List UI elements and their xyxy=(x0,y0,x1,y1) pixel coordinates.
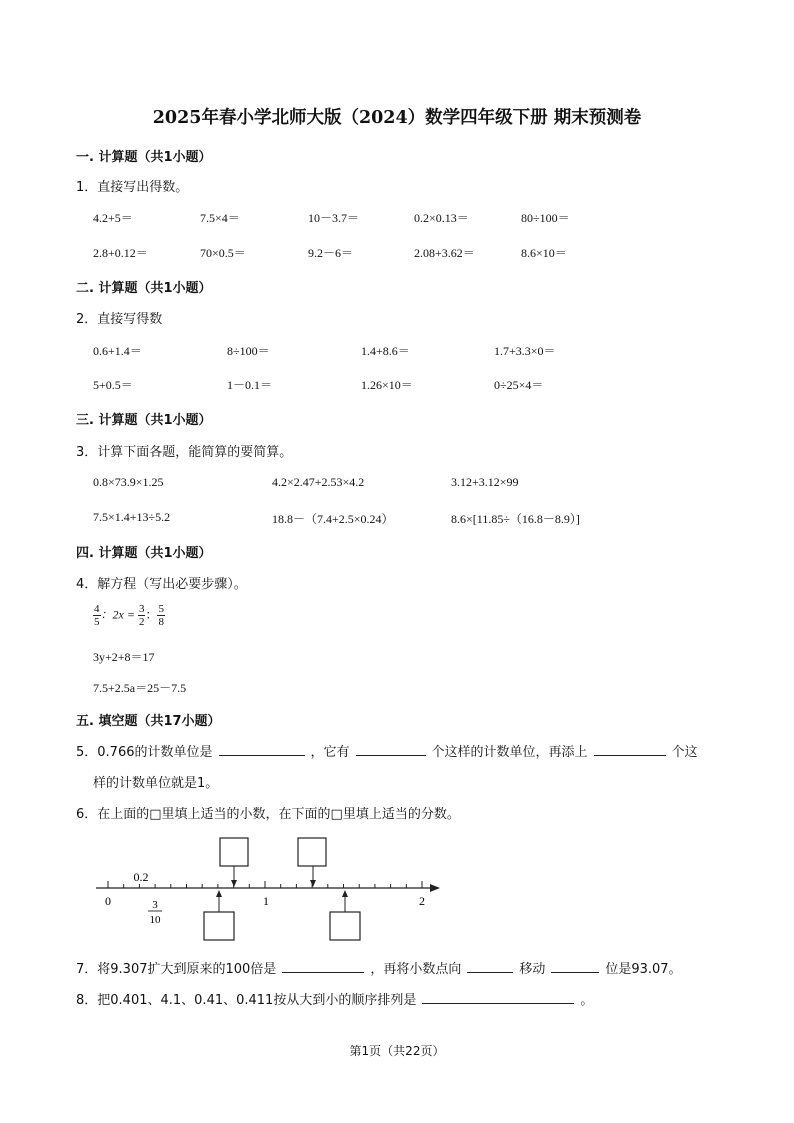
q2-expr: 1.7+3.3×0＝ xyxy=(494,344,556,358)
q1-expr: 2.8+0.12＝ xyxy=(93,246,148,260)
question-8: 8．把0.401、4.1、0.41、0.411按从大到小的顺序排列是 。 xyxy=(76,993,594,1008)
answer-box-top-2[interactable] xyxy=(298,838,326,866)
answer-blank[interactable] xyxy=(467,960,513,973)
question-5: 5．0.766的计数单位是 ，它有 个这样的计数单位，再添上 个这 xyxy=(76,745,698,760)
answer-blank[interactable] xyxy=(356,743,426,756)
q1-expr: 10－3.7＝ xyxy=(308,211,360,225)
page-title: 2025年春小学北师大版（2024）数学四年级下册 期末预测卷 xyxy=(152,108,642,128)
equation-3: 7.5+2.5a＝25－7.5 xyxy=(93,681,187,695)
fraction: $\frac{5}{8}$ xyxy=(158,603,164,628)
equation-1: $\frac{4}{5}$ ：2x = $\frac{3}{2}$ ： $\frac{5}{8}$ xyxy=(94,603,164,628)
page-footer: 第1页（共22页） xyxy=(349,1044,445,1058)
question-2-prompt: 2．直接写得数 xyxy=(76,312,163,327)
q2-expr: 1－0.1＝ xyxy=(227,378,273,392)
question-7: 7．将9.307扩大到原来的100倍是 ，再将小数点向 移动 位是93.07。 xyxy=(76,962,682,977)
q1-expr: 2.08+3.62＝ xyxy=(414,246,475,260)
q2-expr: 1.26×10＝ xyxy=(361,378,413,392)
tick-label-1: 1 xyxy=(263,894,269,908)
q1-expr: 80÷100＝ xyxy=(521,211,570,225)
question-1-prompt: 1．直接写出得数。 xyxy=(76,180,189,195)
q2-expr: 8÷100＝ xyxy=(227,344,270,358)
answer-blank[interactable] xyxy=(594,743,666,756)
q2-expr: 0÷25×4＝ xyxy=(494,378,544,392)
answer-blank[interactable] xyxy=(551,960,599,973)
fraction-denominator: 10 xyxy=(149,914,161,926)
answer-blank[interactable] xyxy=(219,743,305,756)
number-line-figure xyxy=(94,832,444,944)
section-heading-1: 一. 计算题（共1小题） xyxy=(76,150,212,165)
section-heading-2: 二. 计算题（共1小题） xyxy=(76,281,212,296)
tick-label-2: 2 xyxy=(419,894,425,908)
q2-expr: 1.4+8.6＝ xyxy=(361,344,410,358)
question-6-prompt: 6．在上面的□里填上适当的小数，在下面的□里填上适当的分数。 xyxy=(76,807,460,822)
number-line-ticks xyxy=(108,881,422,888)
question-3-prompt: 3．计算下面各题，能简算的要简算。 xyxy=(76,445,293,460)
section-heading-4: 四. 计算题（共1小题） xyxy=(76,546,212,561)
q3-expr: 4.2×2.47+2.53×4.2 xyxy=(272,475,365,489)
tick-label-0-2: 0.2 xyxy=(133,870,149,884)
q1-expr: 70×0.5＝ xyxy=(200,246,246,260)
answer-blank[interactable] xyxy=(422,991,574,1004)
fraction-numerator: 3 xyxy=(152,899,158,911)
section-heading-3: 三. 计算题（共1小题） xyxy=(76,413,212,428)
fraction: $\frac{4}{5}$ xyxy=(94,603,100,628)
q3-expr: 3.12+3.12×99 xyxy=(451,475,519,489)
q2-expr: 0.6+1.4＝ xyxy=(93,344,142,358)
q1-expr: 0.2×0.13＝ xyxy=(414,211,469,225)
equation-2: 3y+2+8＝17 xyxy=(93,650,155,664)
section-heading-5: 五. 填空题（共17小题） xyxy=(76,714,221,729)
tick-label-0: 0 xyxy=(105,894,111,908)
q1-expr: 7.5×4＝ xyxy=(200,211,240,225)
q2-expr: 5+0.5＝ xyxy=(93,378,133,392)
q3-expr: 18.8－（7.4+2.5×0.24） xyxy=(272,512,394,526)
q1-expr: 4.2+5＝ xyxy=(93,211,133,225)
q3-expr: 0.8×73.9×1.25 xyxy=(93,475,164,489)
answer-blank[interactable] xyxy=(282,960,364,973)
answer-box-top-1[interactable] xyxy=(220,838,248,866)
q1-expr: 9.2－6＝ xyxy=(308,246,354,260)
q3-expr: 8.6×[11.85÷（16.8－8.9）] xyxy=(451,512,580,526)
question-5-continued: 样的计数单位就是1。 xyxy=(93,776,219,791)
q1-expr: 8.6×10＝ xyxy=(521,246,567,260)
answer-box-bottom-1[interactable] xyxy=(204,912,234,940)
question-4-prompt: 4．解方程（写出必要步骤）。 xyxy=(76,577,247,592)
answer-box-bottom-2[interactable] xyxy=(330,912,360,940)
q3-expr: 7.5×1.4+13÷5.2 xyxy=(93,510,171,524)
fraction: $\frac{3}{2}$ xyxy=(138,603,145,628)
